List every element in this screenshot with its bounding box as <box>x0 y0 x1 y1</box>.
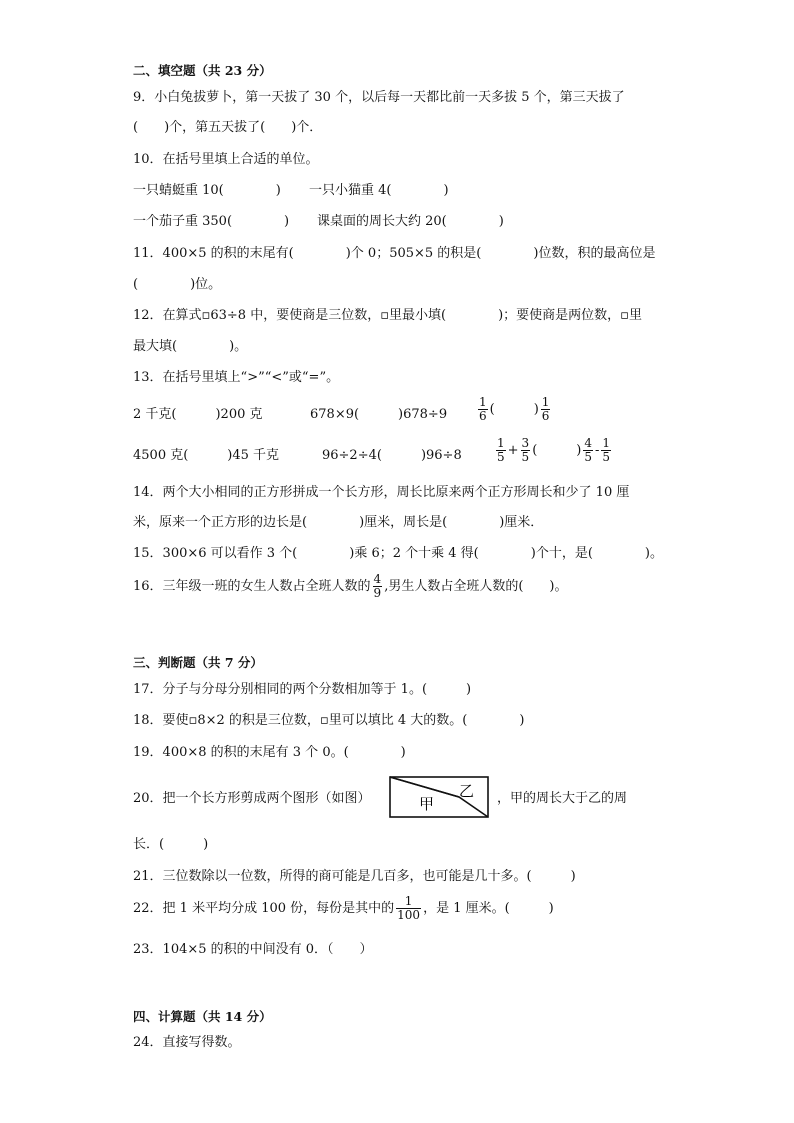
question-24: 24．直接写得数。 <box>133 1035 241 1050</box>
question-9: 9．小白兔拔萝卜，第一天拔了 30 个，以后每一天都比前一天多拔 5 个，第三天拔了 <box>133 90 625 105</box>
section-title: 四、计算题（共 14 分） <box>133 1009 272 1024</box>
question-21: 21．三位数除以一位数，所得的商可能是几百多，也可能是几十多。( ) <box>133 869 576 884</box>
compare-item: 96÷2÷4( )96÷8 <box>322 448 462 463</box>
rectangle-cut-figure <box>389 776 489 818</box>
question-13: 13．在括号里填上“>”“<”或“=”。 <box>133 370 340 385</box>
question-12: 12．在算式▫63÷8 中，要使商是三位数，▫里最小填( )；要使商是两位数，▫里 <box>133 308 642 323</box>
question-14-cont: 米，原来一个正方形的边长是( )厘米，周长是( )厘米． <box>133 515 544 530</box>
compare-item: 4500 克( )45 千克 <box>133 448 280 463</box>
compare-item-fraction: $\frac{1}{6}$ ( ) $\frac{1}{6}$ <box>479 395 550 423</box>
question-10-item: 一个茄子重 350( ) <box>133 214 290 229</box>
figure-label-yi: 乙 <box>459 782 475 800</box>
question-10-item: 一只小猫重 4( ) <box>309 183 449 198</box>
question-20: 20．把一个长方形剪成两个图形（如图） <box>133 791 371 806</box>
question-15: 15．300×6 可以看作 3 个( )乘 6；2 个十乘 4 得( )个十，是( )。 <box>133 546 663 561</box>
fraction: $\frac{1}{5}$ <box>497 436 505 464</box>
fraction: $\frac{4}{5}$ <box>584 436 592 464</box>
compare-item: 678×9( )678÷9 <box>310 407 448 422</box>
question-20-end: 长．( ) <box>133 837 209 852</box>
question-16: 16．三年级一班的女生人数占全班人数的 $\frac{4}{9}$ ,男生人数占全班人数的( )。 <box>133 572 568 600</box>
question-11: 11．400×5 的积的末尾有( )个 0；505×5 的积是( )位数，积的最高位是 <box>133 246 656 261</box>
question-14: 14．两个大小相同的正方形拼成一个长方形，周长比原来两个正方形周长和少了 10 厘 <box>133 485 630 500</box>
compare-item: 2 千克( )200 克 <box>133 407 263 422</box>
section-title: 二、填空题（共 23 分） <box>133 63 272 78</box>
figure-label-jia: 甲 <box>419 795 435 813</box>
fraction: $\frac{1}{5}$ <box>602 436 611 464</box>
fraction: $\frac{1}{6}$ <box>479 395 487 423</box>
section-title: 三、判断题（共 7 分） <box>133 655 263 670</box>
question-18: 18．要使▫8×2 的积是三位数，▫里可以填比 4 大的数。( ) <box>133 713 525 728</box>
question-10-item: 课桌面的周长大约 20( ) <box>317 214 504 229</box>
question-20-cont: ，甲的周长大于乙的周 <box>497 791 628 806</box>
question-10: 10．在括号里填上合适的单位。 <box>133 152 319 167</box>
question-11-cont: ( )位。 <box>133 277 222 292</box>
fraction: $\frac{3}{5}$ <box>521 436 530 464</box>
fraction: $\frac{1}{6}$ <box>541 395 550 423</box>
fraction: $\frac{1}{100}$ <box>397 894 421 922</box>
compare-item-fraction: $\frac{1}{5}$ + $\frac{3}{5}$ ( ) $\frac{4}{5}$ - $\frac{1}{5}$ <box>497 436 611 464</box>
question-19: 19．400×8 的积的末尾有 3 个 0。( ) <box>133 745 406 760</box>
question-9-cont: ( )个，第五天拔了( )个． <box>133 120 323 135</box>
question-12-cont: 最大填( )。 <box>133 339 248 354</box>
question-17: 17．分子与分母分别相同的两个分数相加等于 1。( ) <box>133 682 472 697</box>
question-10-item: 一只蜻蜓重 10( ) <box>133 183 281 198</box>
question-22: 22．把 1 米平均分成 100 份，每份是其中的 $\frac{1}{100}$ ，是 1 厘米。( ) <box>133 894 554 922</box>
fraction: $\frac{4}{9}$ <box>373 572 382 600</box>
question-23: 23．104×5 的积的中间没有 0．（ ） <box>133 942 373 957</box>
